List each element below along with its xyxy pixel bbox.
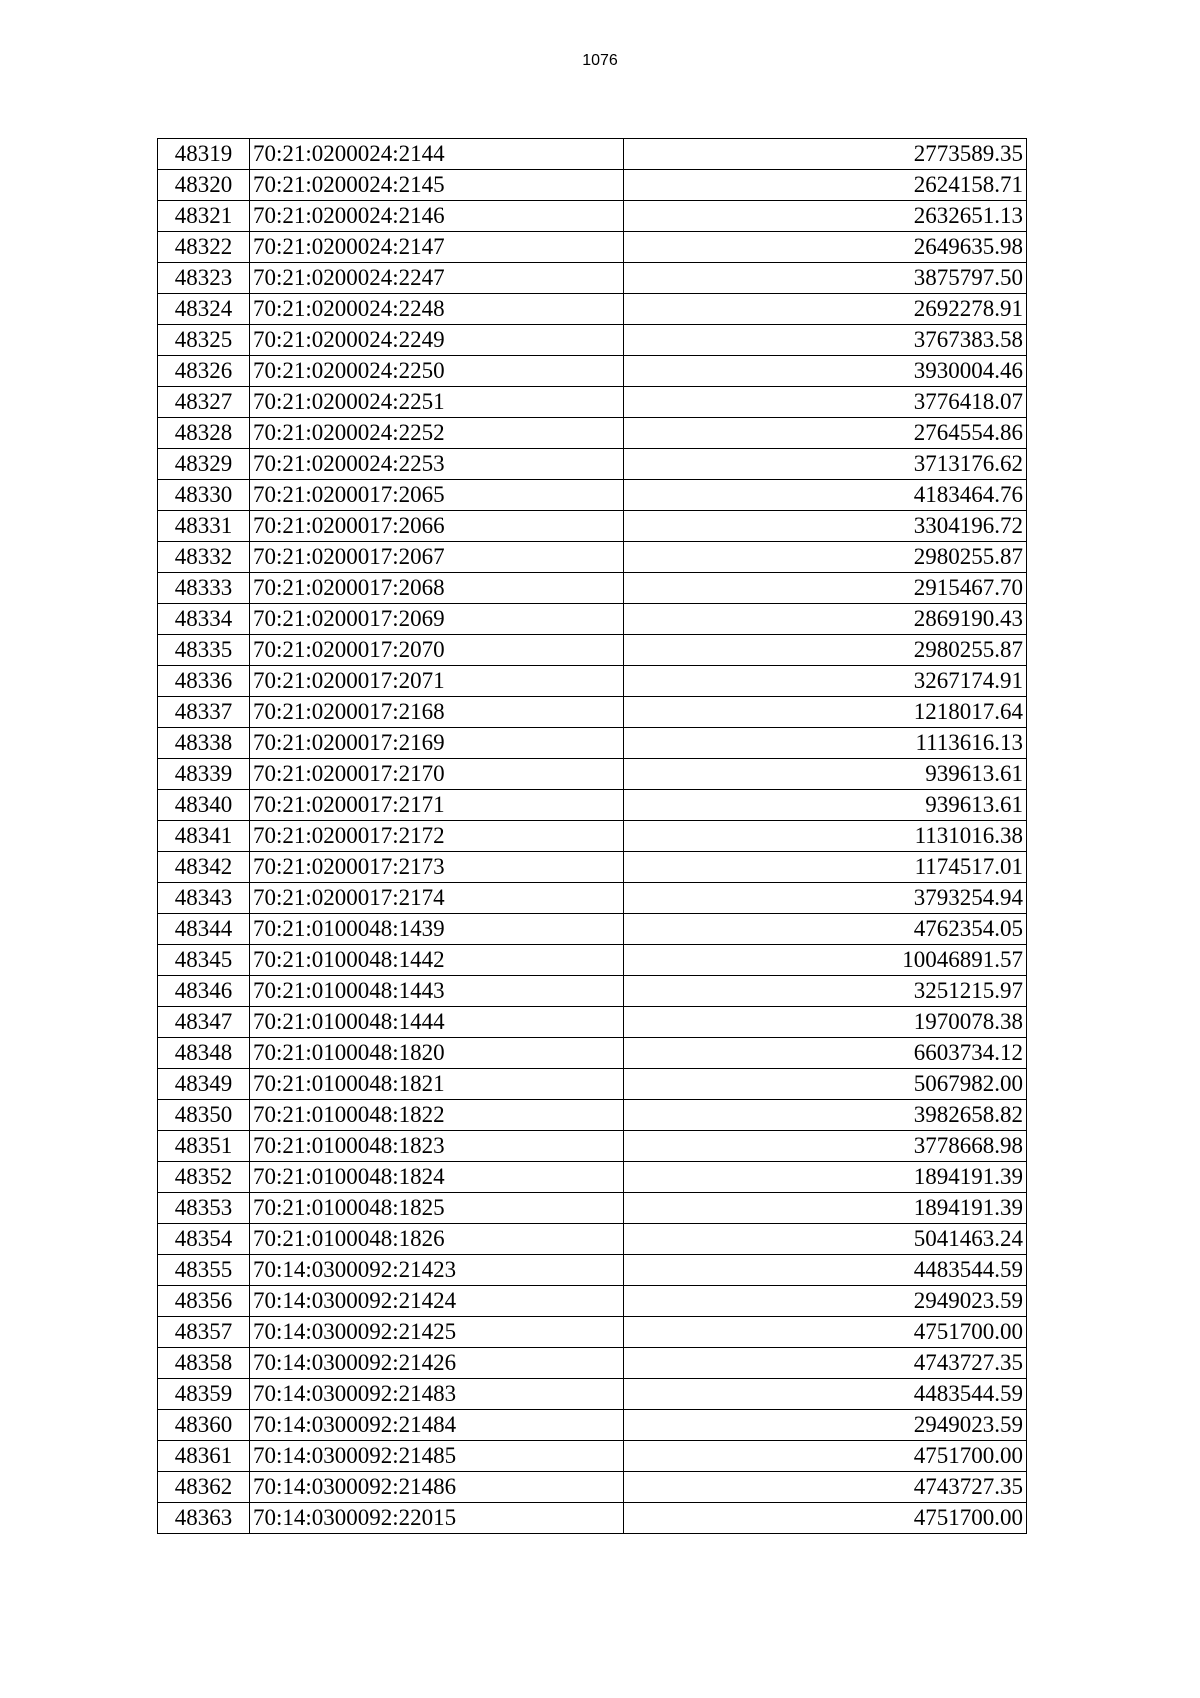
- cadastral-value-cell: 2869190.43: [624, 604, 1027, 635]
- cadastral-value-cell: 3930004.46: [624, 356, 1027, 387]
- row-number-cell: 48324: [158, 294, 250, 325]
- row-number-cell: 48327: [158, 387, 250, 418]
- row-number-cell: 48361: [158, 1441, 250, 1472]
- row-number-cell: 48362: [158, 1472, 250, 1503]
- cadastral-number-cell: 70:14:0300092:21423: [250, 1255, 624, 1286]
- row-number-cell: 48345: [158, 945, 250, 976]
- cadastral-number-cell: 70:21:0200017:2071: [250, 666, 624, 697]
- cadastral-number-cell: 70:21:0200024:2144: [250, 139, 624, 170]
- cadastral-number-cell: 70:21:0100048:1820: [250, 1038, 624, 1069]
- row-number-cell: 48338: [158, 728, 250, 759]
- table-row: [158, 1193, 1027, 1224]
- cadastral-value-cell: 2915467.70: [624, 573, 1027, 604]
- row-number-cell: 48336: [158, 666, 250, 697]
- cadastral-number-cell: 70:21:0100048:1824: [250, 1162, 624, 1193]
- cadastral-number-cell: 70:14:0300092:21483: [250, 1379, 624, 1410]
- row-number-cell: 48356: [158, 1286, 250, 1317]
- row-number-cell: 48363: [158, 1503, 250, 1534]
- cadastral-number-cell: 70:21:0200017:2068: [250, 573, 624, 604]
- cadastral-value-cell: 3767383.58: [624, 325, 1027, 356]
- cadastral-value-cell: 1218017.64: [624, 697, 1027, 728]
- cadastral-value-cell: 4743727.35: [624, 1348, 1027, 1379]
- table-row: [158, 232, 1027, 263]
- table-row: [158, 635, 1027, 666]
- table-row: [158, 728, 1027, 759]
- cadastral-number-cell: 70:21:0200017:2168: [250, 697, 624, 728]
- cadastral-number-cell: 70:21:0100048:1439: [250, 914, 624, 945]
- row-number-cell: 48355: [158, 1255, 250, 1286]
- cadastral-number-cell: 70:21:0200017:2067: [250, 542, 624, 573]
- table-row: [158, 604, 1027, 635]
- row-number-cell: 48323: [158, 263, 250, 294]
- table-row: [158, 387, 1027, 418]
- table-row: [158, 263, 1027, 294]
- cadastral-value-cell: 6603734.12: [624, 1038, 1027, 1069]
- table-row: [158, 852, 1027, 883]
- row-number-cell: 48343: [158, 883, 250, 914]
- row-number-cell: 48321: [158, 201, 250, 232]
- cadastral-value-cell: 10046891.57: [624, 945, 1027, 976]
- row-number-cell: 48322: [158, 232, 250, 263]
- cadastral-number-cell: 70:21:0200017:2065: [250, 480, 624, 511]
- cadastral-number-cell: 70:21:0200024:2147: [250, 232, 624, 263]
- cadastral-number-cell: 70:21:0200017:2171: [250, 790, 624, 821]
- cadastral-value-cell: 2764554.86: [624, 418, 1027, 449]
- cadastral-number-cell: 70:21:0200017:2174: [250, 883, 624, 914]
- row-number-cell: 48351: [158, 1131, 250, 1162]
- cadastral-number-cell: 70:21:0200017:2169: [250, 728, 624, 759]
- cadastral-value-cell: 2980255.87: [624, 542, 1027, 573]
- table-row: [158, 1255, 1027, 1286]
- cadastral-value-cell: 3875797.50: [624, 263, 1027, 294]
- cadastral-number-cell: 70:21:0200024:2252: [250, 418, 624, 449]
- row-number-cell: 48359: [158, 1379, 250, 1410]
- table-row: [158, 1100, 1027, 1131]
- cadastral-value-cell: 1131016.38: [624, 821, 1027, 852]
- cadastral-number-cell: 70:21:0200024:2250: [250, 356, 624, 387]
- cadastral-value-cell: 2692278.91: [624, 294, 1027, 325]
- cadastral-value-cell: 2632651.13: [624, 201, 1027, 232]
- cadastral-value-cell: 1894191.39: [624, 1162, 1027, 1193]
- row-number-cell: 48342: [158, 852, 250, 883]
- cadastral-number-cell: 70:21:0100048:1442: [250, 945, 624, 976]
- cadastral-number-cell: 70:21:0200024:2253: [250, 449, 624, 480]
- row-number-cell: 48347: [158, 1007, 250, 1038]
- cadastral-number-cell: 70:21:0200024:2145: [250, 170, 624, 201]
- row-number-cell: 48320: [158, 170, 250, 201]
- row-number-cell: 48328: [158, 418, 250, 449]
- cadastral-number-cell: 70:21:0200017:2066: [250, 511, 624, 542]
- cadastral-value-cell: 3776418.07: [624, 387, 1027, 418]
- row-number-cell: 48340: [158, 790, 250, 821]
- cadastral-value-cell: 4751700.00: [624, 1503, 1027, 1534]
- cadastral-value-cell: 3982658.82: [624, 1100, 1027, 1131]
- table-row: [158, 139, 1027, 170]
- cadastral-number-cell: 70:21:0200017:2172: [250, 821, 624, 852]
- table-row: [158, 201, 1027, 232]
- row-number-cell: 48360: [158, 1410, 250, 1441]
- row-number-cell: 48332: [158, 542, 250, 573]
- table-row: [158, 1069, 1027, 1100]
- cadastral-value-cell: 3251215.97: [624, 976, 1027, 1007]
- cadastral-number-cell: 70:21:0200024:2251: [250, 387, 624, 418]
- cadastral-value-cell: 5041463.24: [624, 1224, 1027, 1255]
- table-row: [158, 1224, 1027, 1255]
- cadastral-number-cell: 70:21:0200017:2069: [250, 604, 624, 635]
- cadastral-number-cell: 70:21:0100048:1444: [250, 1007, 624, 1038]
- table-row: [158, 1441, 1027, 1472]
- table-row: [158, 697, 1027, 728]
- table-body: [158, 139, 1027, 1534]
- row-number-cell: 48344: [158, 914, 250, 945]
- row-number-cell: 48339: [158, 759, 250, 790]
- cadastral-number-cell: 70:21:0200024:2249: [250, 325, 624, 356]
- table-row: [158, 573, 1027, 604]
- cadastral-number-cell: 70:21:0200017:2170: [250, 759, 624, 790]
- cadastral-number-cell: 70:21:0100048:1821: [250, 1069, 624, 1100]
- table-row: [158, 1286, 1027, 1317]
- table-row: [158, 511, 1027, 542]
- table-row: [158, 945, 1027, 976]
- row-number-cell: 48349: [158, 1069, 250, 1100]
- table-row: [158, 325, 1027, 356]
- cadastral-value-cell: 2773589.35: [624, 139, 1027, 170]
- table-row: [158, 542, 1027, 573]
- row-number-cell: 48331: [158, 511, 250, 542]
- cadastral-number-cell: 70:14:0300092:21424: [250, 1286, 624, 1317]
- row-number-cell: 48329: [158, 449, 250, 480]
- page-number: 1076: [582, 52, 618, 69]
- table-row: [158, 418, 1027, 449]
- row-number-cell: 48341: [158, 821, 250, 852]
- cadastral-value-table: [157, 138, 1027, 1534]
- cadastral-number-cell: 70:14:0300092:22015: [250, 1503, 624, 1534]
- cadastral-number-cell: 70:14:0300092:21485: [250, 1441, 624, 1472]
- cadastral-number-cell: 70:21:0100048:1825: [250, 1193, 624, 1224]
- cadastral-number-cell: 70:14:0300092:21425: [250, 1317, 624, 1348]
- row-number-cell: 48333: [158, 573, 250, 604]
- table-row: [158, 449, 1027, 480]
- table-row: [158, 1162, 1027, 1193]
- table-row: [158, 883, 1027, 914]
- cadastral-value-cell: 3267174.91: [624, 666, 1027, 697]
- row-number-cell: 48337: [158, 697, 250, 728]
- cadastral-value-cell: 2624158.71: [624, 170, 1027, 201]
- cadastral-number-cell: 70:21:0100048:1822: [250, 1100, 624, 1131]
- cadastral-number-cell: 70:21:0200024:2146: [250, 201, 624, 232]
- cadastral-value-cell: 4762354.05: [624, 914, 1027, 945]
- cadastral-number-cell: 70:21:0100048:1443: [250, 976, 624, 1007]
- row-number-cell: 48334: [158, 604, 250, 635]
- row-number-cell: 48354: [158, 1224, 250, 1255]
- cadastral-value-cell: 4751700.00: [624, 1441, 1027, 1472]
- row-number-cell: 48348: [158, 1038, 250, 1069]
- cadastral-value-cell: 2949023.59: [624, 1410, 1027, 1441]
- table-row: [158, 1379, 1027, 1410]
- cadastral-number-cell: 70:21:0100048:1823: [250, 1131, 624, 1162]
- table-row: [158, 1007, 1027, 1038]
- table-row: [158, 356, 1027, 387]
- cadastral-value-cell: 3304196.72: [624, 511, 1027, 542]
- cadastral-value-cell: 4483544.59: [624, 1379, 1027, 1410]
- cadastral-value-cell: 4483544.59: [624, 1255, 1027, 1286]
- cadastral-value-cell: 1970078.38: [624, 1007, 1027, 1038]
- table-row: [158, 1503, 1027, 1534]
- cadastral-number-cell: 70:14:0300092:21426: [250, 1348, 624, 1379]
- table-row: [158, 170, 1027, 201]
- cadastral-number-cell: 70:21:0200024:2247: [250, 263, 624, 294]
- cadastral-value-cell: 4743727.35: [624, 1472, 1027, 1503]
- row-number-cell: 48335: [158, 635, 250, 666]
- row-number-cell: 48353: [158, 1193, 250, 1224]
- cadastral-value-cell: 4751700.00: [624, 1317, 1027, 1348]
- cadastral-value-cell: 4183464.76: [624, 480, 1027, 511]
- cadastral-number-cell: 70:21:0200024:2248: [250, 294, 624, 325]
- table-row: [158, 1038, 1027, 1069]
- row-number-cell: 48352: [158, 1162, 250, 1193]
- table-row: [158, 1348, 1027, 1379]
- table-row: [158, 759, 1027, 790]
- cadastral-value-cell: 1174517.01: [624, 852, 1027, 883]
- table-row: [158, 480, 1027, 511]
- table-row: [158, 294, 1027, 325]
- cadastral-value-cell: 939613.61: [624, 790, 1027, 821]
- cadastral-value-cell: 939613.61: [624, 759, 1027, 790]
- cadastral-number-cell: 70:14:0300092:21484: [250, 1410, 624, 1441]
- row-number-cell: 48326: [158, 356, 250, 387]
- table-row: [158, 821, 1027, 852]
- cadastral-value-cell: 2649635.98: [624, 232, 1027, 263]
- cadastral-value-cell: 1894191.39: [624, 1193, 1027, 1224]
- row-number-cell: 48358: [158, 1348, 250, 1379]
- table-row: [158, 976, 1027, 1007]
- cadastral-value-cell: 2949023.59: [624, 1286, 1027, 1317]
- cadastral-value-cell: 3778668.98: [624, 1131, 1027, 1162]
- row-number-cell: 48346: [158, 976, 250, 1007]
- cadastral-number-cell: 70:21:0200017:2070: [250, 635, 624, 666]
- table-row: [158, 1317, 1027, 1348]
- table-row: [158, 1131, 1027, 1162]
- table-row: [158, 1472, 1027, 1503]
- cadastral-value-cell: 3713176.62: [624, 449, 1027, 480]
- cadastral-value-cell: 2980255.87: [624, 635, 1027, 666]
- table-row: [158, 914, 1027, 945]
- table-row: [158, 790, 1027, 821]
- row-number-cell: 48319: [158, 139, 250, 170]
- row-number-cell: 48357: [158, 1317, 250, 1348]
- cadastral-value-cell: 5067982.00: [624, 1069, 1027, 1100]
- row-number-cell: 48350: [158, 1100, 250, 1131]
- cadastral-number-cell: 70:21:0100048:1826: [250, 1224, 624, 1255]
- cadastral-value-cell: 3793254.94: [624, 883, 1027, 914]
- cadastral-number-cell: 70:14:0300092:21486: [250, 1472, 624, 1503]
- row-number-cell: 48325: [158, 325, 250, 356]
- table-row: [158, 1410, 1027, 1441]
- cadastral-value-cell: 1113616.13: [624, 728, 1027, 759]
- row-number-cell: 48330: [158, 480, 250, 511]
- cadastral-number-cell: 70:21:0200017:2173: [250, 852, 624, 883]
- table-row: [158, 666, 1027, 697]
